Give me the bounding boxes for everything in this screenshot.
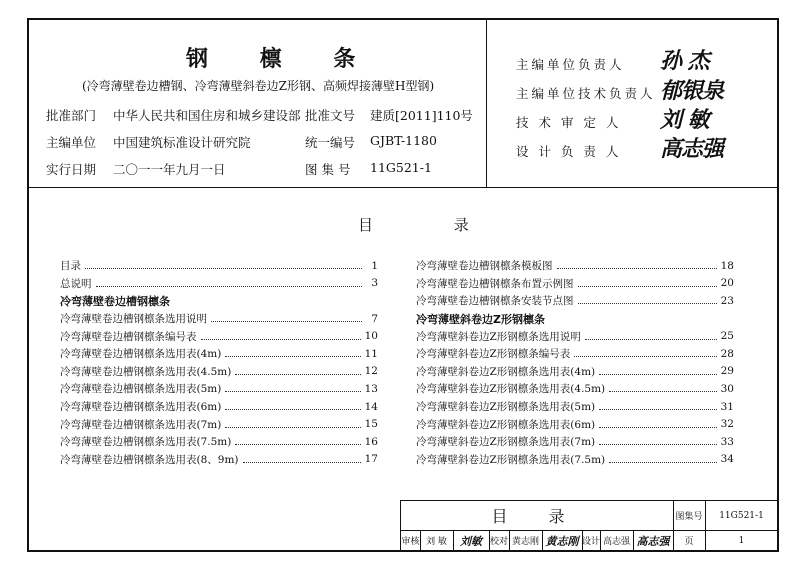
toc-leader-dots xyxy=(235,444,360,445)
title-block xyxy=(400,500,779,552)
toc-leader-dots xyxy=(557,268,717,269)
toc-page-number: 20 xyxy=(720,277,734,290)
toc-page-number: 3 xyxy=(371,277,378,290)
toc-heading: 目 录 xyxy=(358,216,507,234)
toc-entry-title: 冷弯薄壁卷边槽钢檩条选用表(7.5m) xyxy=(60,436,232,449)
approval-dept: 中华人民共和国住房和城乡建设部 xyxy=(113,108,301,123)
toc-entry-title: 冷弯薄壁卷边槽钢檩条选用表(4m) xyxy=(60,348,222,361)
toc-entry-title: 冷弯薄壁卷边槽钢檩条选用说明 xyxy=(60,313,207,326)
approval-no: 建质[2011]110号 xyxy=(370,108,473,123)
atlas-no: 11G521-1 xyxy=(370,160,432,175)
toc-entry-title: 目录 xyxy=(60,260,81,273)
toc-page-number: 30 xyxy=(720,382,734,395)
toc-page-number: 33 xyxy=(720,435,734,448)
toc-entry[interactable] xyxy=(416,415,734,433)
toc-leader-dots xyxy=(235,374,360,375)
toc-entry[interactable] xyxy=(416,345,734,363)
toc-entry[interactable] xyxy=(416,433,734,451)
toc-page-number: 7 xyxy=(371,312,378,325)
toc-entry-title: 冷弯薄壁卷边槽钢檩条 xyxy=(60,294,170,308)
toc-leader-dots xyxy=(96,286,363,287)
toc-page-number: 11 xyxy=(364,347,378,360)
design-label: 设计 xyxy=(582,537,601,547)
toc-section-heading xyxy=(416,310,734,328)
review-label: 审核 xyxy=(401,537,420,547)
toc-leader-dots xyxy=(599,427,717,428)
handwritten-signature: 高志强 xyxy=(660,136,724,162)
responsible-role: 设 计 负 责 人 xyxy=(516,144,622,159)
design-signature: 高志强 xyxy=(636,534,670,548)
toc-page-number: 25 xyxy=(720,330,734,343)
toc-entry-title: 冷弯薄壁卷边槽钢檩条选用表(4.5m) xyxy=(60,365,232,378)
header-bottom-rule xyxy=(27,187,779,188)
toc-leader-dots xyxy=(225,409,360,410)
toc-entry[interactable] xyxy=(416,380,734,398)
approval-dept-label: 批准部门 xyxy=(46,108,97,123)
toc-leader-dots xyxy=(243,462,361,463)
effective-date: 二〇一一年九月一日 xyxy=(113,162,226,177)
toc-entry-title: 冷弯薄壁卷边槽钢檩条选用表(7m) xyxy=(60,418,222,431)
toc-entry-title: 冷弯薄壁斜卷边Z形钢檩条 xyxy=(416,312,545,326)
toc-page-number: 23 xyxy=(720,294,734,307)
toc-page-number: 13 xyxy=(364,382,378,395)
toc-leader-dots xyxy=(225,427,360,428)
toc-leader-dots xyxy=(609,391,716,392)
toc-entry-title: 冷弯薄壁卷边槽钢檩条布置示例图 xyxy=(416,277,574,290)
toc-entry[interactable] xyxy=(60,257,378,275)
toc-leader-dots xyxy=(599,444,717,445)
atlas-number: 11G521-1 xyxy=(719,510,764,521)
toc-entry-title: 总说明 xyxy=(60,277,92,290)
responsible-role: 技 术 审 定 人 xyxy=(516,115,622,130)
responsible-role: 主编单位技术负责人 xyxy=(516,86,656,101)
unified-no-label: 统一编号 xyxy=(305,135,356,150)
toc-entry[interactable] xyxy=(60,327,378,345)
toc-entry[interactable] xyxy=(60,380,378,398)
toc-section-heading xyxy=(60,292,378,310)
toc-leader-dots xyxy=(211,321,362,322)
toc-entry-title: 冷弯薄壁卷边槽钢檩条选用表(5m) xyxy=(60,383,222,396)
toc-entry-title: 冷弯薄壁斜卷边Z形钢檩条选用表(7m) xyxy=(416,436,596,449)
toc-page-number: 16 xyxy=(364,435,378,448)
toc-right-column xyxy=(416,257,734,468)
toc-page-number: 10 xyxy=(364,330,378,343)
toc-entry[interactable] xyxy=(416,292,734,310)
toc-page-number: 32 xyxy=(720,418,734,431)
toc-leader-dots xyxy=(201,339,361,340)
check-name: 黄志刚 xyxy=(511,537,539,547)
handwritten-signature: 郁银泉 xyxy=(660,78,724,104)
toc-leader-dots xyxy=(574,356,716,357)
toc-entry[interactable] xyxy=(60,398,378,416)
toc-page-number: 17 xyxy=(364,453,378,466)
toc-leader-dots xyxy=(225,356,360,357)
toc-entry-title: 冷弯薄壁卷边槽钢檩条编号表 xyxy=(60,330,197,343)
toc-entry-title: 冷弯薄壁卷边槽钢檩条选用表(8、9m) xyxy=(60,453,239,466)
page-title: 钢 檩 条 xyxy=(186,46,378,72)
toc-entry[interactable] xyxy=(416,451,734,469)
unified-no: GJBT-1180 xyxy=(370,133,437,148)
toc-leader-dots xyxy=(578,303,717,304)
toc-leader-dots xyxy=(599,374,717,375)
toc-entry[interactable] xyxy=(416,363,734,381)
toc-leader-dots xyxy=(578,286,717,287)
toc-entry[interactable] xyxy=(60,433,378,451)
page-number: 1 xyxy=(738,535,745,546)
atlas-no-label: 图 集 号 xyxy=(305,162,351,177)
toc-leader-dots xyxy=(585,339,717,340)
toc-entry[interactable] xyxy=(416,327,734,345)
toc-entry[interactable] xyxy=(416,275,734,293)
title-block-title: 目 录 xyxy=(491,507,583,526)
toc-entry[interactable] xyxy=(60,275,378,293)
toc-left-column xyxy=(60,257,378,468)
approval-no-label: 批准文号 xyxy=(305,108,356,123)
toc-entry-title: 冷弯薄壁斜卷边Z形钢檩条选用表(4m) xyxy=(416,365,596,378)
toc-entry-title: 冷弯薄壁斜卷边Z形钢檩条选用表(4.5m) xyxy=(416,383,606,396)
toc-page-number: 14 xyxy=(364,400,378,413)
toc-entry[interactable] xyxy=(416,398,734,416)
page-subtitle: (冷弯薄壁卷边槽钢、冷弯薄壁斜卷边Z形钢、高频焊接薄壁H型钢) xyxy=(82,79,435,93)
toc-page-number: 34 xyxy=(720,453,734,466)
toc-entry-title: 冷弯薄壁卷边槽钢檩条安装节点图 xyxy=(416,295,574,308)
toc-page-number: 29 xyxy=(720,365,734,378)
toc-entry-title: 冷弯薄壁卷边槽钢檩条模板图 xyxy=(416,260,553,273)
editor-unit: 中国建筑标准设计研究院 xyxy=(113,135,251,150)
review-signature: 刘敏 xyxy=(460,534,482,548)
toc-entry-title: 冷弯薄壁斜卷边Z形钢檩条选用表(7.5m) xyxy=(416,453,606,466)
check-label: 校对 xyxy=(489,537,508,547)
toc-entry-title: 冷弯薄壁斜卷边Z形钢檩条编号表 xyxy=(416,348,571,361)
toc-page-number: 12 xyxy=(364,365,378,378)
toc-leader-dots xyxy=(85,268,362,269)
design-name: 高志强 xyxy=(602,537,630,547)
responsible-role: 主编单位负责人 xyxy=(516,57,625,72)
toc-entry[interactable] xyxy=(416,257,734,275)
handwritten-signature: 孙 杰 xyxy=(660,48,709,74)
toc-page-number: 31 xyxy=(720,400,734,413)
atlas-label: 图集号 xyxy=(675,512,703,522)
toc-page-number: 18 xyxy=(720,259,734,272)
toc-page-number: 1 xyxy=(371,259,378,272)
toc-entry-title: 冷弯薄壁斜卷边Z形钢檩条选用表(5m) xyxy=(416,401,596,414)
toc-entry[interactable] xyxy=(60,451,378,469)
toc-entry[interactable] xyxy=(60,415,378,433)
toc-entry-title: 冷弯薄壁卷边槽钢檩条选用表(6m) xyxy=(60,401,222,414)
toc-entry-title: 冷弯薄壁斜卷边Z形钢檩条选用表(6m) xyxy=(416,418,596,431)
toc-leader-dots xyxy=(225,391,360,392)
toc-entry-title: 冷弯薄壁斜卷边Z形钢檩条选用说明 xyxy=(416,330,581,343)
toc-page-number: 15 xyxy=(364,418,378,431)
toc-entry[interactable] xyxy=(60,363,378,381)
toc-leader-dots xyxy=(609,462,716,463)
review-name: 刘 敏 xyxy=(426,537,447,547)
handwritten-signature: 刘 敏 xyxy=(660,107,709,133)
page-label: 页 xyxy=(684,537,694,547)
effective-date-label: 实行日期 xyxy=(46,162,97,177)
header-divider xyxy=(486,18,487,187)
toc-entry[interactable] xyxy=(60,310,378,328)
toc-entry[interactable] xyxy=(60,345,378,363)
editor-unit-label: 主编单位 xyxy=(46,135,97,150)
check-signature: 黄志刚 xyxy=(545,534,579,548)
toc-page-number: 28 xyxy=(720,347,734,360)
toc-leader-dots xyxy=(599,409,717,410)
